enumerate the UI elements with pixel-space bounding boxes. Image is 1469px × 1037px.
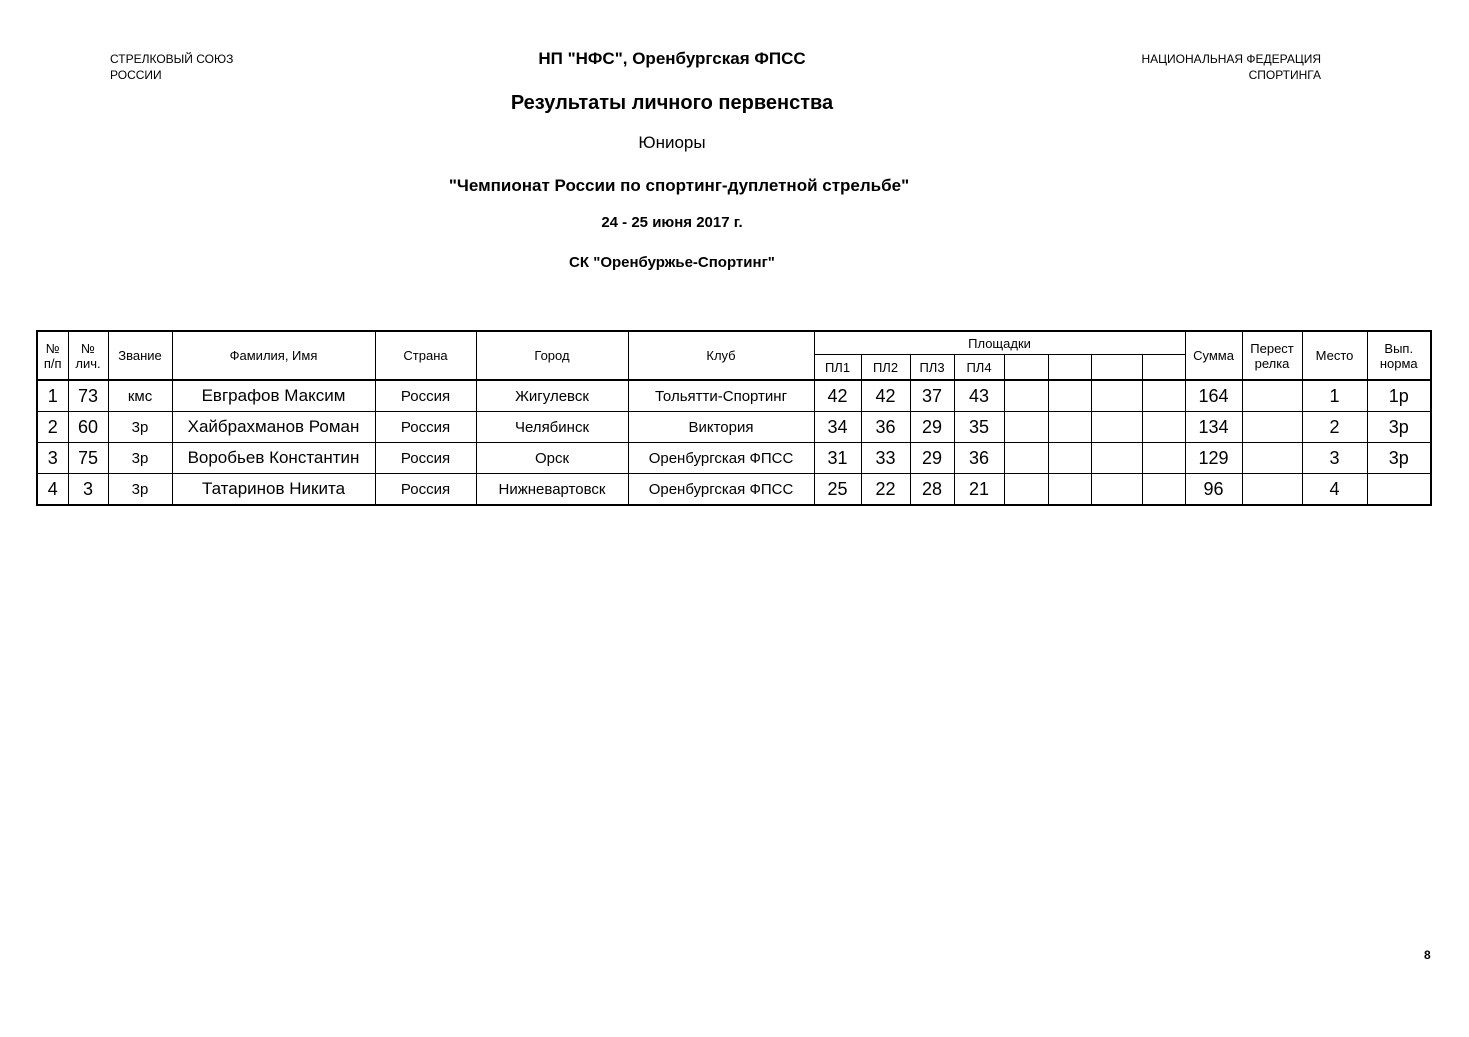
cell-rank: 3р: [108, 412, 172, 443]
cell-club: Тольятти-Спортинг: [628, 380, 814, 412]
cell-name: Евграфов Максим: [172, 380, 375, 412]
col-header-bib: [68, 331, 108, 380]
cell-num: 2: [37, 412, 68, 443]
cell-place: 3: [1302, 443, 1367, 474]
event-dates: 24 - 25 июня 2017 г.: [601, 214, 743, 231]
cell-bib: 73: [68, 380, 108, 412]
category-label: Юниоры: [638, 133, 706, 152]
organizer-title: НП "НФС", Оренбургская ФПСС: [538, 49, 806, 68]
cell-range-1: 42: [814, 380, 861, 412]
cell-range-5: [1004, 443, 1048, 474]
col-header-num-line2: п/п: [43, 355, 62, 371]
cell-range-8: [1142, 474, 1185, 506]
cell-range-2: 42: [861, 380, 910, 412]
left-org-line1: СТРЕЛКОВЫЙ СОЮЗ: [110, 52, 234, 66]
cell-bib: 3: [68, 474, 108, 506]
cell-norm: 3р: [1367, 443, 1431, 474]
cell-country: Россия: [375, 474, 476, 506]
cell-bib: 60: [68, 412, 108, 443]
cell-rank: 3р: [108, 443, 172, 474]
cell-shootoff: [1242, 380, 1302, 412]
table-row: [37, 443, 1431, 474]
col-header-country: Страна: [375, 331, 476, 380]
col-header-city: Город: [476, 331, 628, 380]
table-row: [37, 474, 1431, 506]
cell-num: 1: [37, 380, 68, 412]
document-title: Результаты личного первенства: [510, 92, 834, 114]
cell-total: 96: [1185, 474, 1242, 506]
event-title: "Чемпионат России по спортинг-дуплетной стрельбе": [448, 176, 910, 195]
col-header-total: Сумма: [1185, 331, 1242, 380]
cell-norm: 1р: [1367, 380, 1431, 412]
cell-name: Татаринов Никита: [172, 474, 375, 506]
cell-range-5: [1004, 380, 1048, 412]
cell-range-2: 36: [861, 412, 910, 443]
cell-num: 3: [37, 443, 68, 474]
cell-city: Жигулевск: [476, 380, 628, 412]
cell-name: Воробьев Константин: [172, 443, 375, 474]
cell-range-3: 28: [910, 474, 954, 506]
cell-range-6: [1048, 412, 1091, 443]
cell-range-4: 36: [954, 443, 1004, 474]
cell-city: Орск: [476, 443, 628, 474]
cell-range-3: 29: [910, 443, 954, 474]
col-header-norm-line1: Вып.: [1384, 340, 1414, 356]
cell-norm: [1367, 474, 1431, 506]
col-header-bib-line2: лич.: [75, 355, 101, 371]
cell-place: 4: [1302, 474, 1367, 506]
col-header-bib-line1: №: [81, 340, 95, 356]
cell-name: Хайбрахманов Роман: [172, 412, 375, 443]
cell-num: 4: [37, 474, 68, 506]
cell-range-3: 37: [910, 380, 954, 412]
col-header-shootoff-line2: релка: [1254, 355, 1290, 371]
cell-range-1: 25: [814, 474, 861, 506]
cell-range-7: [1091, 474, 1142, 506]
col-header-norm: [1367, 331, 1431, 380]
cell-range-6: [1048, 443, 1091, 474]
cell-range-3: 29: [910, 412, 954, 443]
col-header-place: Место: [1302, 331, 1367, 380]
col-header-range-6: [1048, 355, 1091, 381]
cell-range-4: 43: [954, 380, 1004, 412]
event-venue: СК "Оренбуржье-Спортинг": [569, 254, 775, 271]
cell-shootoff: [1242, 443, 1302, 474]
cell-total: 129: [1185, 443, 1242, 474]
cell-country: Россия: [375, 443, 476, 474]
cell-club: Оренбургская ФПСС: [628, 474, 814, 506]
col-header-range-8: [1142, 355, 1185, 381]
cell-range-4: 21: [954, 474, 1004, 506]
col-header-num-line1: №: [45, 340, 60, 356]
cell-range-7: [1091, 380, 1142, 412]
table-row: [37, 380, 1431, 412]
col-header-range-7: [1091, 355, 1142, 381]
cell-range-1: 34: [814, 412, 861, 443]
col-header-range-1: ПЛ1: [814, 355, 861, 381]
cell-norm: 3р: [1367, 412, 1431, 443]
cell-city: Челябинск: [476, 412, 628, 443]
cell-shootoff: [1242, 474, 1302, 506]
cell-rank: 3р: [108, 474, 172, 506]
cell-range-8: [1142, 412, 1185, 443]
cell-country: Россия: [375, 380, 476, 412]
col-header-name: Фамилия, Имя: [172, 331, 375, 380]
right-org-line1: НАЦИОНАЛЬНАЯ ФЕДЕРАЦИЯ: [1141, 52, 1321, 66]
cell-range-5: [1004, 474, 1048, 506]
col-header-shootoff: [1242, 331, 1302, 380]
col-header-num: [37, 331, 68, 380]
col-header-range-4: ПЛ4: [954, 355, 1004, 381]
cell-club: Виктория: [628, 412, 814, 443]
cell-rank: кмс: [108, 380, 172, 412]
cell-country: Россия: [375, 412, 476, 443]
col-header-range-5: [1004, 355, 1048, 381]
results-table: [36, 330, 1432, 506]
cell-bib: 75: [68, 443, 108, 474]
col-header-range-2: ПЛ2: [861, 355, 910, 381]
col-header-rank: Звание: [108, 331, 172, 380]
cell-place: 2: [1302, 412, 1367, 443]
cell-range-6: [1048, 474, 1091, 506]
cell-range-2: 22: [861, 474, 910, 506]
left-org-line2: РОССИИ: [110, 68, 162, 82]
cell-club: Оренбургская ФПСС: [628, 443, 814, 474]
col-header-norm-line2: норма: [1379, 355, 1418, 371]
col-header-range-3: ПЛ3: [910, 355, 954, 381]
cell-city: Нижневартовск: [476, 474, 628, 506]
col-header-ranges-group: Площадки: [814, 331, 1185, 355]
cell-range-7: [1091, 412, 1142, 443]
cell-range-7: [1091, 443, 1142, 474]
cell-range-8: [1142, 443, 1185, 474]
col-header-club: Клуб: [628, 331, 814, 380]
cell-place: 1: [1302, 380, 1367, 412]
col-header-shootoff-line1: Перест: [1250, 340, 1294, 356]
cell-range-8: [1142, 380, 1185, 412]
cell-range-4: 35: [954, 412, 1004, 443]
cell-total: 134: [1185, 412, 1242, 443]
cell-range-1: 31: [814, 443, 861, 474]
page-number: 8: [1424, 948, 1431, 962]
cell-shootoff: [1242, 412, 1302, 443]
cell-total: 164: [1185, 380, 1242, 412]
table-row: [37, 412, 1431, 443]
cell-range-2: 33: [861, 443, 910, 474]
cell-range-5: [1004, 412, 1048, 443]
cell-range-6: [1048, 380, 1091, 412]
right-org-line2: СПОРТИНГА: [1248, 68, 1321, 82]
